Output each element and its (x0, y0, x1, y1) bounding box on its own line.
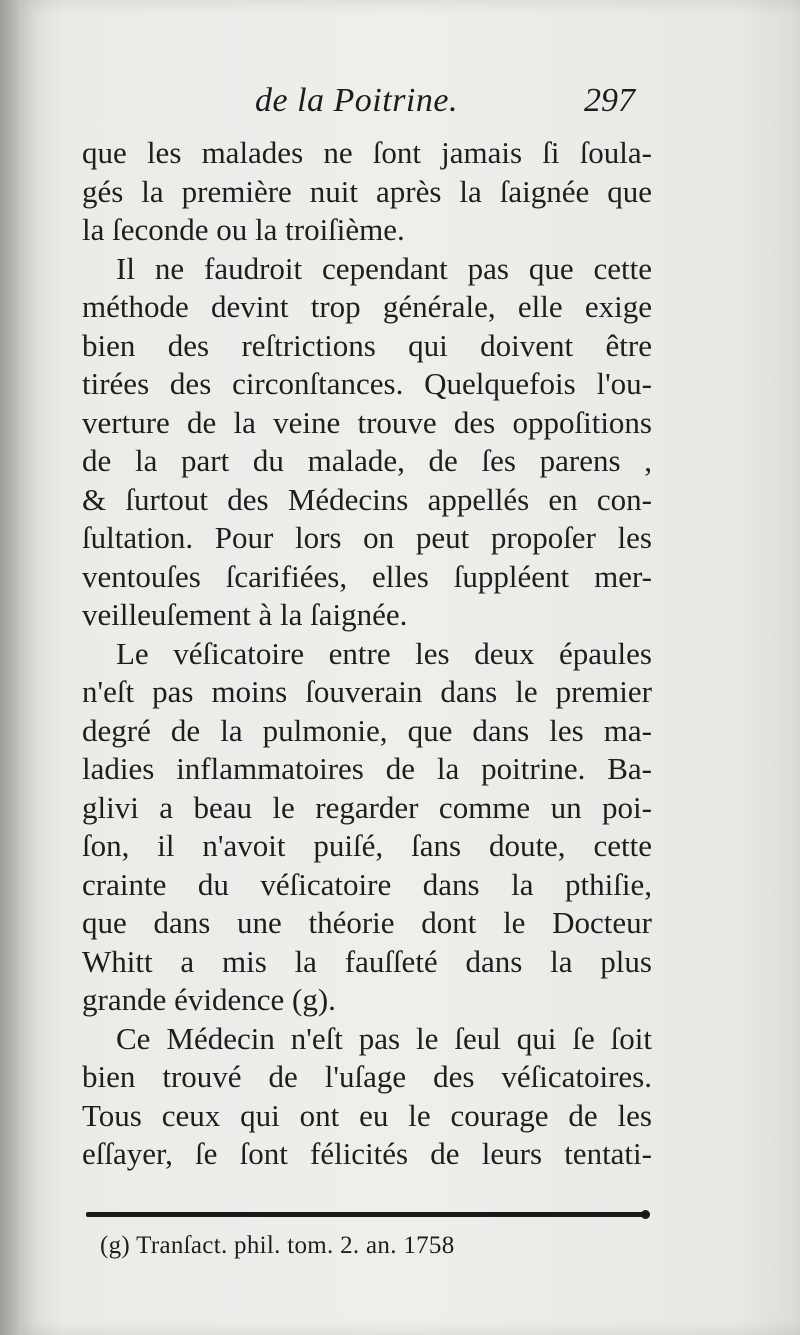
text-line: grande évidence (g). (82, 982, 336, 1017)
text-line: ladies inflammatoires de la poitrine. Ba- (82, 751, 652, 786)
text-line: ventouſes ſcarifiées, elles ſuppléent mer- (82, 558, 652, 594)
page-number: 297 (584, 82, 635, 119)
text-line: verture de la veine trouve des oppoſitions (82, 404, 652, 440)
text-line: Whitt a mis la fauſſeté dans la plus (82, 943, 652, 979)
text-line: veilleuſement à la ſaignée. (82, 597, 408, 632)
text-line: ſultation. Pour lors on peut propoſer les (82, 520, 652, 555)
footnote: (g) Tranſact. phil. tom. 2. an. 1758 (100, 1232, 455, 1259)
footnote-rule (86, 1212, 646, 1217)
text-line: Ce Médecin n'eſt pas le ſeul qui ſe ſoit (116, 1020, 652, 1056)
text-line: la ſeconde ou la troiſième. (82, 212, 405, 247)
text-line: ſon, il n'avoit puiſé, ſans doute, cette (82, 828, 652, 863)
text-line: de la part du malade, de ſes parens , (82, 443, 652, 478)
text-line: glivi a beau le regarder comme un poi- (82, 789, 652, 825)
text-line: méthode devint trop générale, elle exige (82, 289, 652, 324)
text-line: & ſurtout des Médecins appellés en con- (82, 481, 652, 517)
text-line: tirées des circonſtances. Quelquefois l'ou- (82, 366, 652, 401)
text-line: crainte du véſicatoire dans la pthiſie, (82, 866, 652, 902)
text-line: bien trouvé de l'uſage des véſicatoires. (82, 1059, 652, 1094)
text-line: n'eſt pas moins ſouverain dans le premier (82, 674, 652, 709)
body-text (82, 134, 652, 1174)
text-line: que les malades ne ſont jamais ſi ſoula- (82, 135, 652, 170)
running-title: de la Poitrine. (255, 82, 458, 119)
text-line: bien des reſtrictions qui doivent être (82, 327, 652, 363)
text-line: eſſayer, ſe ſont félicités de leurs tentati- (82, 1136, 652, 1171)
text-line: gés la première nuit après la ſaignée que (82, 173, 652, 209)
text-line: Tous ceux qui ont eu le courage de les (82, 1097, 652, 1133)
text-line: Le véſicatoire entre les deux épaules (116, 635, 652, 671)
text-line: Il ne faudroit cependant pas que cette (116, 250, 652, 286)
running-head (0, 82, 800, 122)
text-line: degré de la pulmonie, que dans les ma- (82, 712, 652, 748)
text-line: que dans une théorie dont le Docteur (82, 905, 652, 940)
